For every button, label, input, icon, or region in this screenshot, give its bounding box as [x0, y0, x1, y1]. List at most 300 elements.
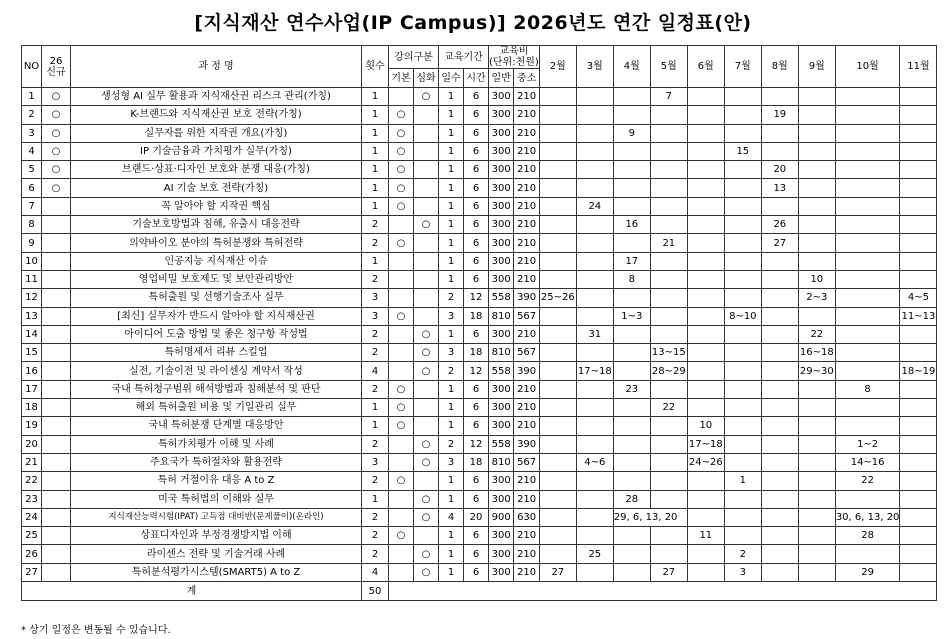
row-fee-sme: 390	[514, 435, 539, 453]
row-month-date	[613, 399, 650, 417]
table-row	[22, 307, 937, 325]
row-hours: 6	[464, 106, 489, 124]
row-level-basic	[389, 453, 414, 471]
row-count: 2	[362, 216, 389, 234]
row-month-date	[724, 380, 761, 398]
row-course-name: 특허출원 및 선행기술조사 실무	[71, 289, 362, 307]
row-month-date	[798, 490, 835, 508]
table-row	[22, 472, 937, 490]
row-month-date: 19	[761, 106, 798, 124]
row-fee-sme: 210	[514, 563, 539, 581]
row-month-date	[650, 417, 687, 435]
row-month-date	[761, 508, 798, 526]
row-month-date: 21	[650, 234, 687, 252]
row-month-date	[539, 472, 576, 490]
row-month-date	[613, 545, 650, 563]
row-month-date: 4~5	[900, 289, 937, 307]
row-fee-sme: 390	[514, 362, 539, 380]
table-row	[22, 252, 937, 270]
row-month-date	[687, 106, 724, 124]
row-course-name: 상표디자인과 부정경쟁방지법 이해	[71, 527, 362, 545]
row-days: 1	[439, 179, 464, 197]
row-month-date	[900, 344, 937, 362]
row-level-advanced: ○	[414, 490, 439, 508]
row-month-date	[798, 106, 835, 124]
total-row	[22, 582, 937, 601]
row-new-flag	[42, 344, 71, 362]
row-month-date	[724, 88, 761, 106]
row-fee-general: 300	[489, 380, 514, 398]
row-month-date	[687, 490, 724, 508]
row-month-date	[798, 527, 835, 545]
row-count: 2	[362, 508, 389, 526]
row-fee-general: 300	[489, 490, 514, 508]
row-hours: 12	[464, 362, 489, 380]
row-fee-sme: 210	[514, 234, 539, 252]
row-days: 2	[439, 435, 464, 453]
row-month-date	[724, 252, 761, 270]
row-month-date	[687, 142, 724, 160]
row-month-date	[724, 417, 761, 435]
row-month-date	[539, 197, 576, 215]
row-new-flag	[42, 270, 71, 288]
row-month-date	[539, 307, 576, 325]
row-month-date: 1~2	[835, 435, 900, 453]
row-level-basic: ○	[389, 527, 414, 545]
row-level-basic: ○	[389, 417, 414, 435]
row-month-date	[576, 161, 613, 179]
row-new-flag	[42, 435, 71, 453]
header-month: 8월	[761, 46, 798, 88]
row-month-date	[761, 435, 798, 453]
row-month-date	[798, 435, 835, 453]
row-new-flag	[42, 252, 71, 270]
table-row	[22, 362, 937, 380]
row-month-date: 11	[687, 527, 724, 545]
row-month-date	[613, 417, 650, 435]
table-row	[22, 527, 937, 545]
row-level-advanced: ○	[414, 362, 439, 380]
row-level-advanced	[414, 380, 439, 398]
row-month-date	[650, 472, 687, 490]
row-month-date	[835, 344, 900, 362]
row-days: 1	[439, 197, 464, 215]
row-level-advanced: ○	[414, 453, 439, 471]
row-month-date: 1~3	[613, 307, 650, 325]
row-month-date	[724, 289, 761, 307]
row-month-date	[576, 344, 613, 362]
row-month-date	[798, 417, 835, 435]
row-month-date	[687, 252, 724, 270]
row-month-date	[835, 124, 900, 142]
row-month-date	[650, 380, 687, 398]
row-month-date	[687, 508, 724, 526]
row-month-date	[539, 216, 576, 234]
row-no: 17	[22, 380, 42, 398]
row-new-flag	[42, 417, 71, 435]
row-month-date	[835, 179, 900, 197]
row-new-flag	[42, 362, 71, 380]
row-month-date	[613, 362, 650, 380]
row-month-date	[761, 344, 798, 362]
row-no: 6	[22, 179, 42, 197]
header-row-1	[22, 46, 937, 69]
row-days: 1	[439, 124, 464, 142]
table-row	[22, 179, 937, 197]
row-month-date	[613, 453, 650, 471]
row-month-date	[650, 216, 687, 234]
row-month-date	[576, 88, 613, 106]
row-no: 21	[22, 453, 42, 471]
row-month-date	[613, 472, 650, 490]
row-month-date: 17	[613, 252, 650, 270]
row-no: 24	[22, 508, 42, 526]
table-row	[22, 197, 937, 215]
row-month-date: 15	[724, 142, 761, 160]
row-count: 3	[362, 453, 389, 471]
row-fee-general: 300	[489, 106, 514, 124]
row-level-advanced	[414, 106, 439, 124]
row-hours: 18	[464, 344, 489, 362]
row-hours: 6	[464, 270, 489, 288]
header-new: 26 신규	[42, 46, 71, 88]
row-new-flag	[42, 527, 71, 545]
row-month-date	[900, 234, 937, 252]
row-count: 1	[362, 88, 389, 106]
row-no: 12	[22, 289, 42, 307]
row-month-date	[687, 563, 724, 581]
row-fee-general: 300	[489, 142, 514, 160]
header-period: 교육기간	[439, 46, 489, 69]
row-fee-sme: 210	[514, 142, 539, 160]
row-new-flag	[42, 545, 71, 563]
row-month-date	[687, 472, 724, 490]
row-hours: 6	[464, 161, 489, 179]
row-month-date	[900, 216, 937, 234]
row-count: 2	[362, 545, 389, 563]
row-month-date	[724, 216, 761, 234]
row-month-date	[761, 307, 798, 325]
row-month-date	[650, 435, 687, 453]
row-count: 3	[362, 289, 389, 307]
row-month-date	[724, 124, 761, 142]
row-course-name: 영업비밀 보호제도 및 보안관리방안	[71, 270, 362, 288]
row-month-date	[724, 362, 761, 380]
row-month-date: 11~13	[900, 307, 937, 325]
row-new-flag: ○	[42, 179, 71, 197]
row-course-name: 브랜드·상표·디자인 보호와 분쟁 대응(가칭)	[71, 161, 362, 179]
row-count: 1	[362, 399, 389, 417]
row-days: 1	[439, 527, 464, 545]
row-fee-general: 810	[489, 344, 514, 362]
row-hours: 6	[464, 142, 489, 160]
table-row	[22, 270, 937, 288]
row-month-date	[539, 124, 576, 142]
row-level-advanced	[414, 399, 439, 417]
row-count: 2	[362, 270, 389, 288]
row-course-name: 꼭 알아야 할 지작권 핵심	[71, 197, 362, 215]
row-month-date	[576, 472, 613, 490]
row-month-date	[687, 234, 724, 252]
row-month-date: 27	[539, 563, 576, 581]
row-days: 1	[439, 106, 464, 124]
row-level-advanced	[414, 270, 439, 288]
row-fee-general: 300	[489, 545, 514, 563]
row-no: 1	[22, 88, 42, 106]
row-month-date: 23	[613, 380, 650, 398]
row-hours: 12	[464, 435, 489, 453]
row-level-advanced: ○	[414, 545, 439, 563]
row-level-basic	[389, 490, 414, 508]
table-row	[22, 417, 937, 435]
row-month-date: 8~10	[724, 307, 761, 325]
row-fee-sme: 210	[514, 399, 539, 417]
row-level-basic	[389, 252, 414, 270]
row-hours: 6	[464, 472, 489, 490]
row-month-date	[835, 325, 900, 343]
row-month-date	[576, 435, 613, 453]
row-count: 3	[362, 307, 389, 325]
row-month-date	[798, 563, 835, 581]
row-month-date	[835, 88, 900, 106]
row-month-date: 20	[761, 161, 798, 179]
row-month-date: 2	[724, 545, 761, 563]
row-fee-sme: 210	[514, 124, 539, 142]
row-month-date	[576, 307, 613, 325]
row-course-name: 인공지능 지식재산 이슈	[71, 252, 362, 270]
row-month-date	[539, 527, 576, 545]
row-new-flag: ○	[42, 106, 71, 124]
row-count: 1	[362, 252, 389, 270]
row-month-date	[900, 106, 937, 124]
row-month-date	[613, 161, 650, 179]
table-row	[22, 545, 937, 563]
row-month-date: 29~30	[798, 362, 835, 380]
row-month-date: 13	[761, 179, 798, 197]
row-days: 1	[439, 380, 464, 398]
row-fee-general: 300	[489, 270, 514, 288]
row-month-date	[900, 508, 937, 526]
header-fee-general: 일반	[489, 69, 514, 88]
row-month-date: 25	[576, 545, 613, 563]
row-hours: 6	[464, 380, 489, 398]
row-days: 1	[439, 399, 464, 417]
row-days: 1	[439, 216, 464, 234]
row-level-advanced: ○	[414, 563, 439, 581]
row-month-date	[576, 380, 613, 398]
row-level-basic	[389, 289, 414, 307]
row-days: 3	[439, 453, 464, 471]
row-month-date: 22	[650, 399, 687, 417]
schedule-body	[22, 88, 937, 582]
row-month-date	[576, 563, 613, 581]
row-fee-general: 300	[489, 124, 514, 142]
row-course-name: [최신] 실무자가 반드시 알아야 할 지식재산권	[71, 307, 362, 325]
row-count: 2	[362, 527, 389, 545]
row-month-date	[724, 270, 761, 288]
row-month-date	[835, 106, 900, 124]
row-days: 1	[439, 252, 464, 270]
row-month-date	[539, 435, 576, 453]
total-label: 계	[22, 582, 362, 601]
row-new-flag	[42, 472, 71, 490]
row-month-date	[650, 490, 687, 508]
row-month-date	[613, 344, 650, 362]
row-month-date	[798, 88, 835, 106]
row-month-date	[613, 325, 650, 343]
header-month: 2월	[539, 46, 576, 88]
row-month-date	[687, 161, 724, 179]
row-fee-general: 558	[489, 289, 514, 307]
table-row	[22, 453, 937, 471]
row-month-date	[900, 545, 937, 563]
row-new-flag	[42, 399, 71, 417]
row-fee-sme: 210	[514, 216, 539, 234]
row-month-date: 14~16	[835, 453, 900, 471]
row-month-date	[761, 270, 798, 288]
row-month-date: 3	[724, 563, 761, 581]
table-row	[22, 234, 937, 252]
row-month-date	[798, 307, 835, 325]
row-month-date	[798, 197, 835, 215]
row-month-date	[761, 289, 798, 307]
row-hours: 18	[464, 307, 489, 325]
row-no: 25	[22, 527, 42, 545]
row-month-date	[798, 472, 835, 490]
row-level-advanced: ○	[414, 435, 439, 453]
row-fee-general: 900	[489, 508, 514, 526]
row-fee-sme: 567	[514, 344, 539, 362]
row-month-date: 31	[576, 325, 613, 343]
row-fee-general: 300	[489, 161, 514, 179]
row-month-date	[687, 545, 724, 563]
row-month-date	[900, 380, 937, 398]
row-month-date	[835, 197, 900, 215]
row-hours: 6	[464, 545, 489, 563]
row-new-flag: ○	[42, 161, 71, 179]
row-month-date	[539, 142, 576, 160]
row-month-date: 16~18	[798, 344, 835, 362]
row-month-date	[650, 106, 687, 124]
table-row	[22, 289, 937, 307]
row-fee-general: 300	[489, 234, 514, 252]
header-level-basic: 기본	[389, 69, 414, 88]
row-days: 1	[439, 142, 464, 160]
table-row	[22, 563, 937, 581]
row-no: 23	[22, 490, 42, 508]
row-course-name: 특허가치평가 이해 및 사례	[71, 435, 362, 453]
row-fee-sme: 630	[514, 508, 539, 526]
row-month-date	[576, 252, 613, 270]
table-row	[22, 142, 937, 160]
row-course-name: 기술보호방법과 침해, 유출시 대응전략	[71, 216, 362, 234]
row-level-basic: ○	[389, 472, 414, 490]
row-month-date	[798, 380, 835, 398]
row-month-date	[835, 234, 900, 252]
row-count: 1	[362, 179, 389, 197]
row-course-name: AI 기술 보호 전략(가칭)	[71, 179, 362, 197]
row-new-flag	[42, 216, 71, 234]
row-fee-sme: 210	[514, 417, 539, 435]
row-hours: 6	[464, 252, 489, 270]
row-month-date	[761, 325, 798, 343]
row-month-date	[539, 508, 576, 526]
row-course-name: 해외 특허출원 비용 및 기일관리 실무	[71, 399, 362, 417]
row-fee-general: 558	[489, 435, 514, 453]
row-month-date: 29	[835, 563, 900, 581]
row-month-date	[539, 545, 576, 563]
row-hours: 18	[464, 453, 489, 471]
row-level-basic	[389, 435, 414, 453]
row-fee-sme: 210	[514, 88, 539, 106]
row-month-date	[650, 179, 687, 197]
row-level-advanced: ○	[414, 325, 439, 343]
row-month-date	[650, 325, 687, 343]
row-month-date: 28~29	[650, 362, 687, 380]
row-no: 19	[22, 417, 42, 435]
header-hours: 시간	[464, 69, 489, 88]
row-level-advanced	[414, 161, 439, 179]
row-level-basic	[389, 88, 414, 106]
row-level-advanced	[414, 472, 439, 490]
row-month-date	[539, 380, 576, 398]
row-fee-general: 810	[489, 307, 514, 325]
row-month-date	[798, 234, 835, 252]
row-level-advanced	[414, 417, 439, 435]
row-month-date	[724, 508, 761, 526]
row-month-date	[798, 179, 835, 197]
total-empty	[389, 582, 937, 601]
row-month-date	[576, 179, 613, 197]
row-no: 9	[22, 234, 42, 252]
row-month-date: 8	[613, 270, 650, 288]
row-level-basic: ○	[389, 380, 414, 398]
row-month-date	[687, 289, 724, 307]
row-new-flag: ○	[42, 88, 71, 106]
row-hours: 6	[464, 399, 489, 417]
row-days: 1	[439, 270, 464, 288]
row-month-date: 25~26	[539, 289, 576, 307]
row-month-date	[724, 234, 761, 252]
row-new-flag: ○	[42, 142, 71, 160]
row-month-date	[900, 527, 937, 545]
header-month: 11월	[900, 46, 937, 88]
row-month-date	[687, 124, 724, 142]
row-new-flag	[42, 289, 71, 307]
row-days: 1	[439, 161, 464, 179]
row-no: 15	[22, 344, 42, 362]
row-no: 4	[22, 142, 42, 160]
total-count: 50	[362, 582, 389, 601]
row-days: 1	[439, 563, 464, 581]
row-count: 2	[362, 435, 389, 453]
row-month-date	[761, 252, 798, 270]
footnote: * 상기 일정은 변동될 수 있습니다.	[21, 625, 171, 636]
header-fee: 교육비 (단위:천원)	[489, 46, 539, 68]
row-month-date	[650, 161, 687, 179]
row-month-date	[798, 161, 835, 179]
row-month-date	[613, 563, 650, 581]
row-level-basic: ○	[389, 142, 414, 160]
row-month-date	[835, 270, 900, 288]
row-count: 2	[362, 344, 389, 362]
table-row	[22, 490, 937, 508]
row-level-advanced	[414, 252, 439, 270]
row-no: 3	[22, 124, 42, 142]
row-fee-general: 300	[489, 252, 514, 270]
row-month-date	[761, 563, 798, 581]
row-month-date	[761, 417, 798, 435]
